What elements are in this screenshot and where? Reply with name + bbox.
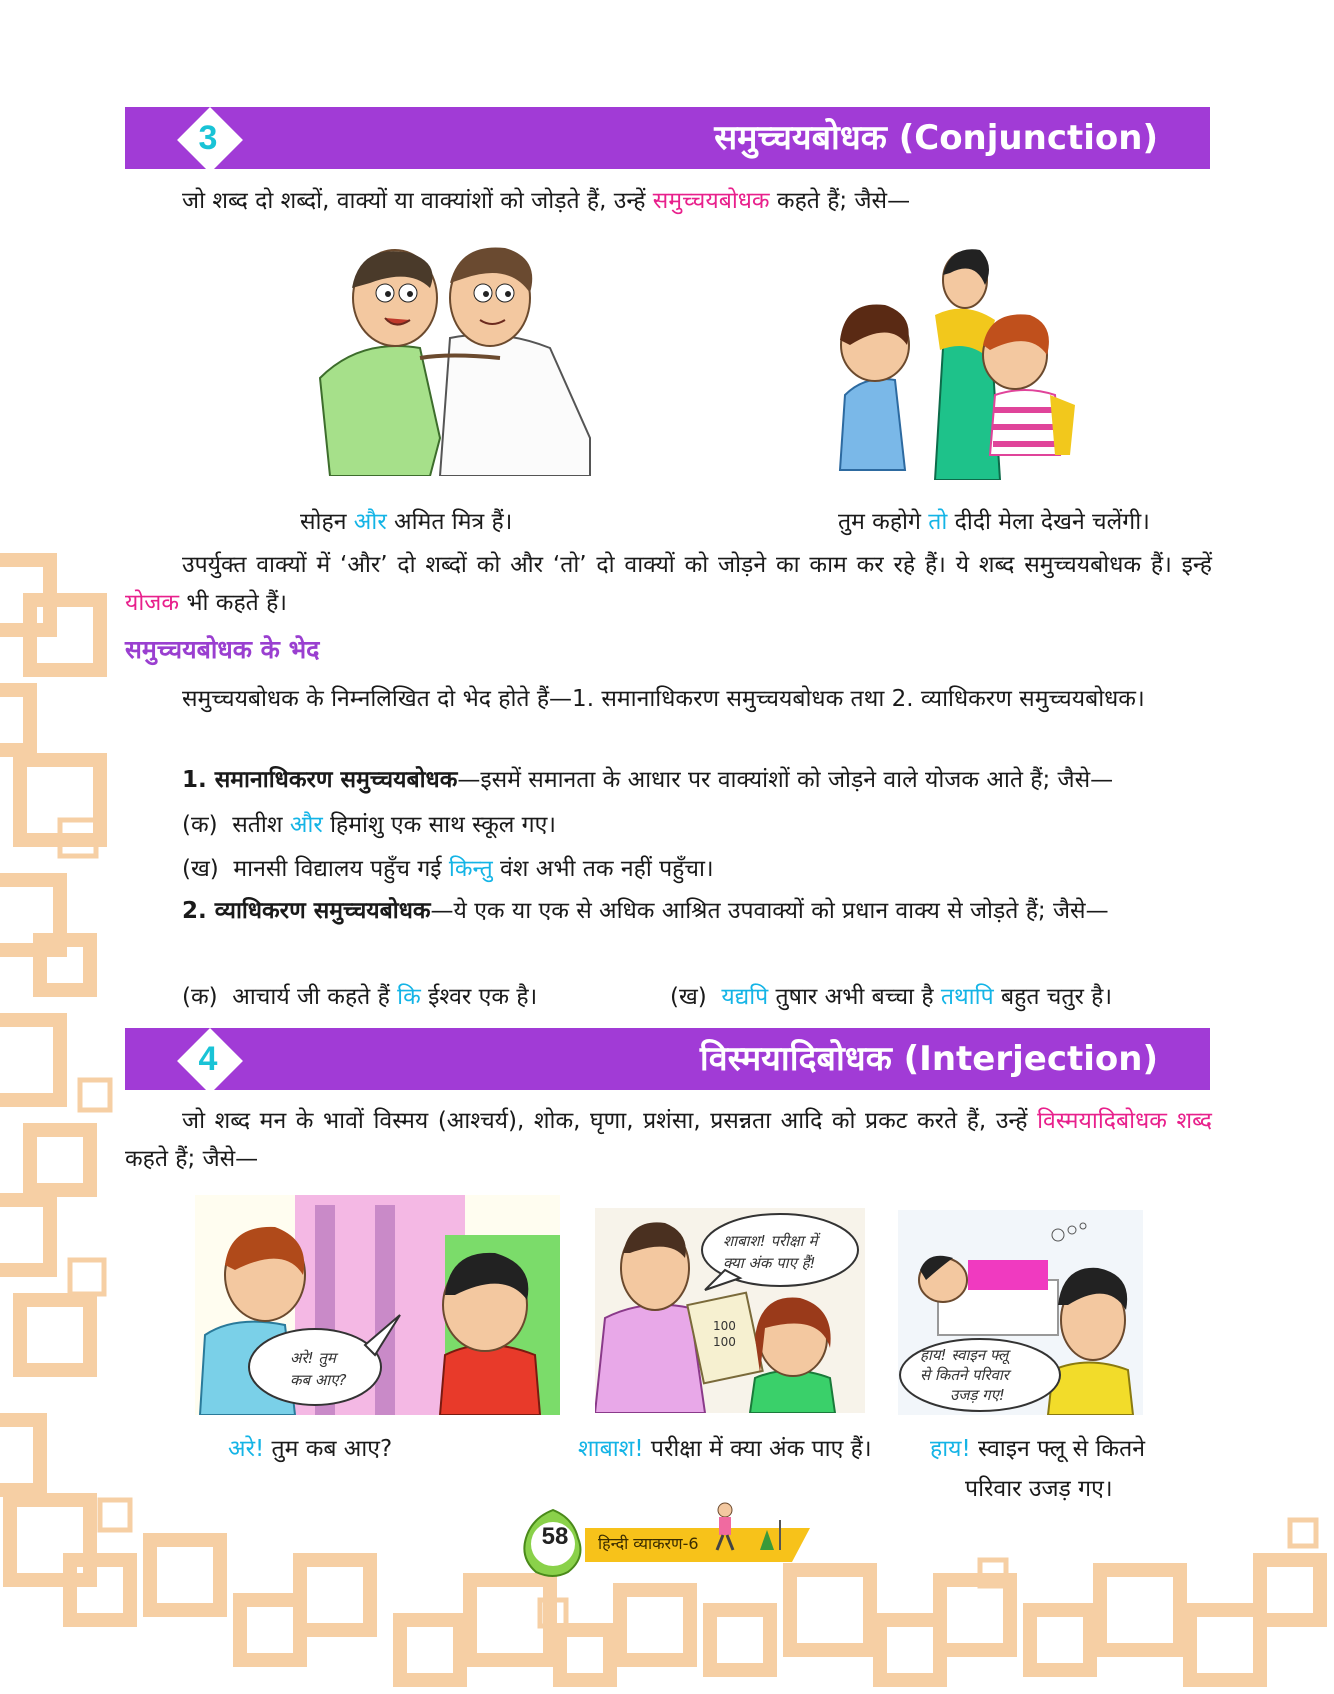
- interjection-definition: जो शब्द मन के भावों विस्मय (आश्चर्य), शोक, घृणा, प्रशंसा, प्रसन्नता आदि को प्रकट करते हैं, उन्हें विस्मयादिबोधक शब्द कहते हैं; जैसे—: [125, 1108, 1212, 1172]
- section-number-badge: [183, 113, 233, 163]
- interjection-caption-1: अरे! तुम कब आए?: [228, 1436, 393, 1462]
- section-title: समुच्चयबोधक (Conjunction): [714, 118, 1158, 158]
- section-title: विस्मयादिबोधक (Interjection): [699, 1039, 1158, 1079]
- section-header-interjection: [125, 1028, 1210, 1090]
- subordinating-example-b: (ख) यद्यपि तुषार अभी बच्चा है तथापि बहुत चतुर है।: [670, 984, 1113, 1010]
- bubble-text-line: से कितने परिवार: [920, 1366, 1009, 1384]
- bubble-text-line: शाबाश! परीक्षा में: [723, 1232, 818, 1250]
- conjunction-example-caption-2: तुम कहोगे तो दीदी मेला देखने चलेंगी।: [838, 509, 1150, 535]
- section-number: 4: [198, 1040, 218, 1078]
- walking-boy-icon: [705, 1500, 785, 1560]
- book-title: हिन्दी व्याकरण-6: [598, 1534, 699, 1553]
- grief-panel-illustration: [898, 1210, 1143, 1415]
- two-friends-illustration: [300, 238, 600, 476]
- bubble-text-line: अरे! तुम: [290, 1349, 336, 1367]
- conjunction-types-heading: समुच्चयबोधक के भेद: [125, 635, 320, 664]
- exam-score: 100: [713, 1319, 736, 1333]
- section-number-badge: [183, 1034, 233, 1084]
- conjunction-types-intro: समुच्चयबोधक के निम्नलिखित दो भेद होते हैं—1. समानाधिकरण समुच्चयबोधक तथा 2. व्याधिकरण समुच्चयबोधक।: [182, 686, 1145, 712]
- bubble-text-line: कब आए?: [290, 1371, 347, 1389]
- conjunction-example-caption-1: सोहन और अमित मित्र हैं।: [300, 509, 513, 535]
- conjunction-definition: जो शब्द दो शब्दों, वाक्यों या वाक्यांशों को जोड़ते हैं, उन्हें समुच्चयबोधक कहते हैं; जैसे—: [182, 188, 911, 214]
- subordinating-conjunction-definition: 2. व्याधिकरण समुच्चयबोधक—ये एक या एक से अधिक आश्रित उपवाक्यों को प्रधान वाक्य से जोड़ते हैं; जैसे—: [182, 898, 1109, 924]
- conjunction-explanation: उपर्युक्त वाक्यों में ‘और’ दो शब्दों को और ‘तो’ दो वाक्यों को जोड़ने का काम कर रहे हैं। ये शब्द समुच्चयबोधक हैं। इन्हें योजक भी कहते हैं।: [125, 552, 1212, 616]
- interjection-caption-3: हाय! स्वाइन फ्लू से कितने: [930, 1436, 1145, 1462]
- siblings-illustration: [825, 245, 1085, 480]
- section-header-conjunction: [125, 107, 1210, 169]
- bubble-text-line: क्या अंक पाए हैं!: [723, 1254, 816, 1272]
- page-number: 58: [541, 1523, 569, 1550]
- subordinating-example-a: (क) आचार्य जी कहते हैं कि ईश्वर एक है।: [182, 984, 538, 1010]
- surprise-panel-illustration: [195, 1195, 560, 1415]
- praise-panel-illustration: [595, 1208, 865, 1413]
- interjection-caption-2: शाबाश! परीक्षा में क्या अंक पाए हैं।: [578, 1436, 872, 1462]
- coordinating-example-a: (क) सतीश और हिमांशु एक साथ स्कूल गए।: [182, 812, 557, 838]
- bubble-text-line: उजड़ गए!: [950, 1386, 1005, 1404]
- interjection-caption-3-line2: परिवार उजड़ गए।: [965, 1476, 1113, 1502]
- coordinating-example-b: (ख) मानसी विद्यालय पहुँच गई किन्तु वंश अभी तक नहीं पहुँचा।: [182, 856, 714, 882]
- bubble-text-line: हाय! स्वाइन फ्लू: [920, 1346, 1009, 1364]
- exam-score: 100: [713, 1335, 736, 1349]
- section-number: 3: [198, 119, 218, 157]
- coordinating-conjunction-definition: 1. समानाधिकरण समुच्चयबोधक—इसमें समानता के आधार पर वाक्यांशों को जोड़ने वाले योजक आते हैं; जैसे—: [182, 767, 1114, 793]
